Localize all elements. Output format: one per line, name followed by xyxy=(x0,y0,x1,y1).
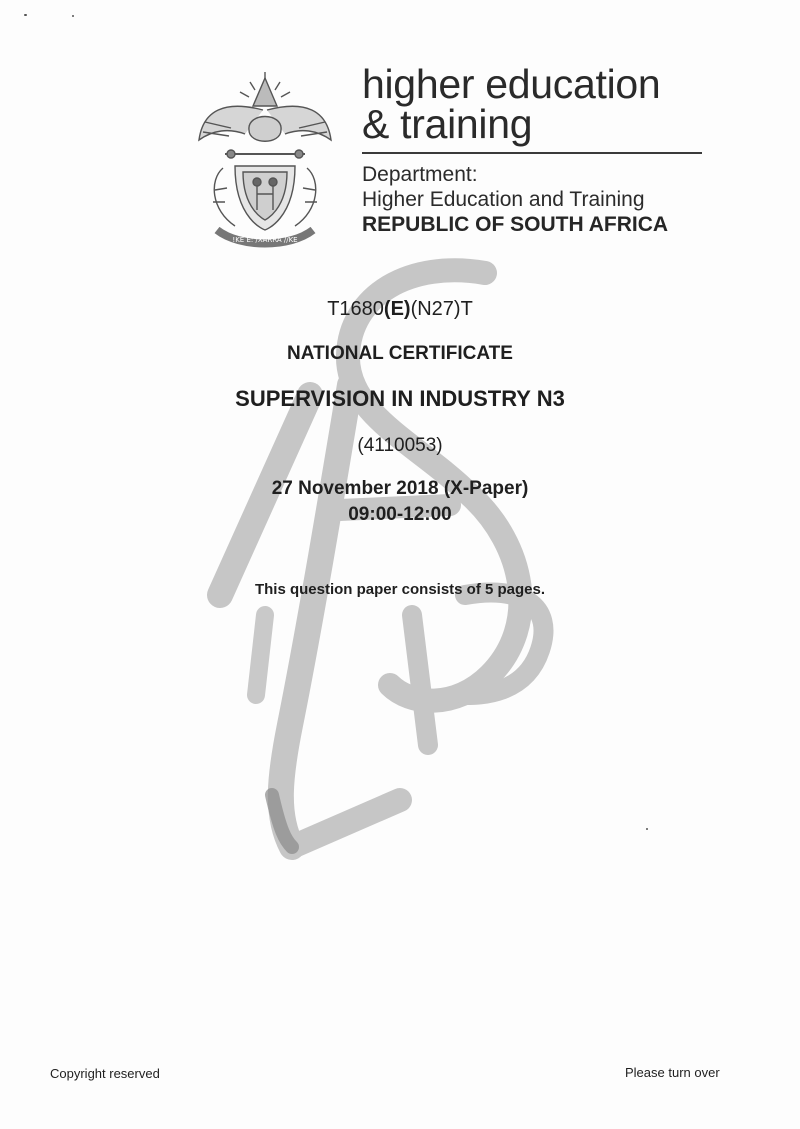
page-count-note: This question paper consists of 5 pages. xyxy=(254,581,546,598)
brand-line-2: & training xyxy=(362,101,533,147)
exam-date: 27 November 2018 (X-Paper) xyxy=(271,478,529,499)
scan-speck xyxy=(24,14,27,16)
footer-turn-over: Please turn over xyxy=(625,1065,720,1080)
letterhead-divider xyxy=(362,152,702,154)
paper-code-prefix: T1680 xyxy=(327,298,384,320)
paper-code xyxy=(0,298,800,321)
footer-copyright: Copyright reserved xyxy=(50,1066,160,1081)
coat-of-arms-emblem xyxy=(195,70,335,256)
department-name: Higher Education and Training xyxy=(362,188,645,211)
paper-code-suffix: (N27)T xyxy=(410,298,473,320)
exam-time: 09:00-12:00 xyxy=(348,504,452,525)
brand-title xyxy=(362,61,661,147)
brand-line-1: higher education xyxy=(362,61,661,107)
paper-code-language: (E) xyxy=(383,298,411,320)
subject-code: (4110053) xyxy=(357,435,443,456)
crest-motto: !KE E: /XARRA //KE xyxy=(232,236,298,244)
certificate-title: NATIONAL CERTIFICATE xyxy=(287,343,513,364)
department-label: Department: xyxy=(362,163,478,186)
country-name: REPUBLIC OF SOUTH AFRICA xyxy=(362,213,669,236)
scan-speck xyxy=(646,828,648,830)
subject-title: SUPERVISION IN INDUSTRY N3 xyxy=(235,386,565,411)
scan-speck xyxy=(72,15,74,17)
